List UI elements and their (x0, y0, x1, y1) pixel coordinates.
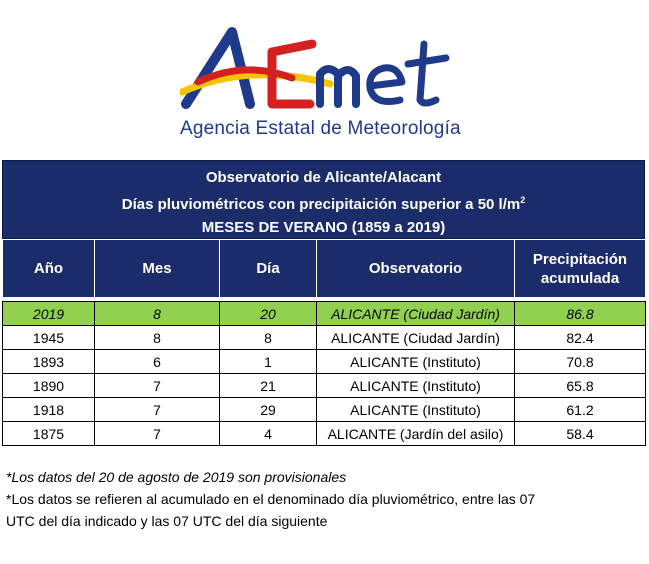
cell-month: 8 (95, 302, 220, 326)
cell-month: 7 (95, 374, 220, 398)
column-header-year: Año (3, 240, 95, 298)
table-title-box (2, 160, 645, 239)
column-header-day: Día (220, 240, 317, 298)
cell-month: 6 (95, 350, 220, 374)
table-row (3, 350, 646, 374)
column-header-observatory: Observatorio (317, 240, 515, 298)
title-observatory: Observatorio de Alicante/Alacant (205, 169, 442, 186)
column-header-month: Mes (95, 240, 220, 298)
cell-observatory: ALICANTE (Ciudad Jardín) (317, 326, 515, 350)
footnote-definition-line2: UTC del día indicado y las 07 UTC del día siguiente (6, 513, 328, 529)
table-row (3, 422, 646, 446)
cell-observatory: ALICANTE (Instituto) (317, 398, 515, 422)
cell-day: 8 (220, 326, 317, 350)
cell-year: 2019 (3, 302, 95, 326)
aemet-logo-icon (180, 22, 460, 118)
table-row (3, 302, 646, 326)
cell-day: 20 (220, 302, 317, 326)
title-period: MESES DE VERANO (1859 a 2019) (201, 219, 446, 236)
cell-observatory: ALICANTE (Instituto) (317, 374, 515, 398)
cell-observatory: ALICANTE (Instituto) (317, 350, 515, 374)
cell-day: 29 (220, 398, 317, 422)
footnotes (6, 466, 636, 532)
cell-month: 8 (95, 326, 220, 350)
cell-day: 1 (220, 350, 317, 374)
table-row (3, 326, 646, 350)
cell-observatory: ALICANTE (Jardín del asilo) (317, 422, 515, 446)
agency-name: Agencia Estatal de Meteorología (180, 118, 461, 139)
cell-year: 1918 (3, 398, 95, 422)
footnote-definition-line1: *Los datos se refieren al acumulado en el denominado día pluviométrico, entre las 07 (6, 491, 536, 507)
cell-month: 7 (95, 422, 220, 446)
table-row (3, 374, 646, 398)
title-description-sup: 2 (520, 195, 526, 205)
cell-precipitation: 82.4 (515, 326, 646, 350)
column-header-precipitation: Precipitación acumulada (515, 240, 646, 298)
aemet-logo-area (0, 0, 649, 160)
cell-precipitation: 58.4 (515, 422, 646, 446)
cell-precipitation: 65.8 (515, 374, 646, 398)
cell-month: 7 (95, 398, 220, 422)
cell-year: 1890 (3, 374, 95, 398)
cell-day: 4 (220, 422, 317, 446)
cell-day: 21 (220, 374, 317, 398)
title-description (3, 189, 644, 216)
cell-observatory: ALICANTE (Ciudad Jardín) (317, 302, 515, 326)
cell-year: 1893 (3, 350, 95, 374)
title-description-text: Días pluviométricos con precipitaición superior a 50 l/m (121, 196, 521, 213)
cell-precipitation: 70.8 (515, 350, 646, 374)
precipitation-table-section (2, 160, 645, 446)
cell-year: 1945 (3, 326, 95, 350)
cell-precipitation: 86.8 (515, 302, 646, 326)
footnote-provisional: *Los datos del 20 de agosto de 2019 son provisionales (6, 469, 347, 485)
table-header-row (3, 240, 646, 298)
precipitation-table (2, 239, 646, 446)
cell-precipitation: 61.2 (515, 398, 646, 422)
table-row (3, 398, 646, 422)
cell-year: 1875 (3, 422, 95, 446)
